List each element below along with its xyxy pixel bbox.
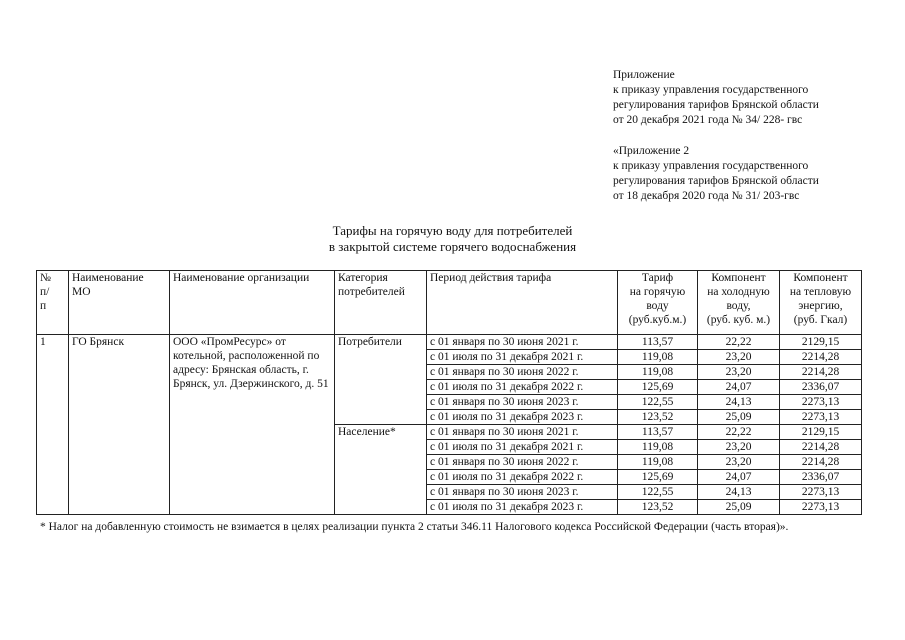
cold-cell: 24,13: [698, 395, 780, 410]
appendix-line: к приказу управления государственного: [613, 160, 809, 172]
period-cell: с 01 июля по 31 декабря 2023 г.: [427, 410, 618, 425]
period-cell: с 01 июля по 31 декабря 2022 г.: [427, 470, 618, 485]
header-period: Период действия тарифа: [427, 271, 618, 335]
table-header-row: [37, 271, 862, 335]
appendix-line: «Приложение 2: [613, 145, 690, 157]
period-cell: с 01 июля по 31 декабря 2022 г.: [427, 380, 618, 395]
appendix-line: от 18 декабря 2020 года № 31/ 203-гвс: [613, 190, 800, 202]
tariff-table: [36, 270, 862, 515]
period-cell: с 01 января по 30 июня 2021 г.: [427, 425, 618, 440]
period-cell: с 01 июля по 31 декабря 2021 г.: [427, 350, 618, 365]
heat-cell: 2214,28: [780, 440, 862, 455]
category-consumers: Потребители: [335, 335, 427, 425]
tariff-cell: 119,08: [618, 365, 698, 380]
tariff-cell: 125,69: [618, 470, 698, 485]
cold-cell: 25,09: [698, 500, 780, 515]
category-population: Население*: [335, 425, 427, 515]
appendix-line: регулирования тарифов Брянской области: [613, 99, 819, 111]
period-cell: с 01 января по 30 июня 2022 г.: [427, 365, 618, 380]
cold-cell: 25,09: [698, 410, 780, 425]
mo-name: ГО Брянск: [69, 335, 170, 515]
header-heat-energy: Компонент на тепловую энергию, (руб. Гкал): [780, 271, 862, 335]
period-cell: с 01 января по 30 июня 2022 г.: [427, 455, 618, 470]
tariff-cell: 119,08: [618, 350, 698, 365]
appendix-line: регулирования тарифов Брянской области: [613, 175, 819, 187]
tariff-cell: 113,57: [618, 335, 698, 350]
tariff-cell: 113,57: [618, 425, 698, 440]
heat-cell: 2336,07: [780, 470, 862, 485]
header-category: Категория потребителей: [335, 271, 427, 335]
tariff-cell: 122,55: [618, 485, 698, 500]
heat-cell: 2273,13: [780, 485, 862, 500]
header-tariff: Тариф на горячую воду (руб.куб.м.): [618, 271, 698, 335]
cold-cell: 24,07: [698, 380, 780, 395]
tariff-cell: 123,52: [618, 410, 698, 425]
tariff-cell: 123,52: [618, 500, 698, 515]
header-cold-water: Компонент на холодную воду, (руб. куб. м.): [698, 271, 780, 335]
cold-cell: 24,07: [698, 470, 780, 485]
tariff-cell: 125,69: [618, 380, 698, 395]
heat-cell: 2214,28: [780, 365, 862, 380]
heat-cell: 2214,28: [780, 350, 862, 365]
heat-cell: 2273,13: [780, 500, 862, 515]
heat-cell: 2214,28: [780, 455, 862, 470]
heat-cell: 2129,15: [780, 425, 862, 440]
cold-cell: 23,20: [698, 440, 780, 455]
document-title: [0, 223, 905, 255]
table-row: [37, 335, 862, 350]
period-cell: с 01 июля по 31 декабря 2023 г.: [427, 500, 618, 515]
header-org: Наименование организации: [170, 271, 335, 335]
title-line: Тарифы на горячую воду для потребителей: [332, 223, 573, 238]
row-number: 1: [37, 335, 69, 515]
cold-cell: 22,22: [698, 335, 780, 350]
footnote: * Налог на добавленную стоимость не взимается в целях реализации пункта 2 статьи 346.11 Налогового кодекса Российской Федерации (часть вторая)».: [40, 521, 789, 533]
title-line: в закрытой системе горячего водоснабжения: [328, 239, 577, 254]
tariff-cell: 119,08: [618, 455, 698, 470]
header-mo: Наименование МО: [69, 271, 170, 335]
appendix-header: [613, 68, 819, 204]
heat-cell: 2273,13: [780, 410, 862, 425]
org-name: ООО «ПромРесурс» от котельной, расположенной по адресу: Брянская область, г. Брянск, ул. Дзержинского, д. 51: [170, 335, 335, 515]
period-cell: с 01 июля по 31 декабря 2021 г.: [427, 440, 618, 455]
tariff-cell: 119,08: [618, 440, 698, 455]
appendix-line: Приложение: [613, 69, 675, 81]
appendix-line: к приказу управления государственного: [613, 84, 809, 96]
heat-cell: 2129,15: [780, 335, 862, 350]
cold-cell: 23,20: [698, 365, 780, 380]
heat-cell: 2273,13: [780, 395, 862, 410]
heat-cell: 2336,07: [780, 380, 862, 395]
cold-cell: 24,13: [698, 485, 780, 500]
header-num: № п/ п: [37, 271, 69, 335]
period-cell: с 01 января по 30 июня 2023 г.: [427, 485, 618, 500]
tariff-cell: 122,55: [618, 395, 698, 410]
period-cell: с 01 января по 30 июня 2023 г.: [427, 395, 618, 410]
cold-cell: 23,20: [698, 350, 780, 365]
period-cell: с 01 января по 30 июня 2021 г.: [427, 335, 618, 350]
cold-cell: 22,22: [698, 425, 780, 440]
appendix-line: от 20 декабря 2021 года № 34/ 228- гвс: [613, 114, 803, 126]
cold-cell: 23,20: [698, 455, 780, 470]
